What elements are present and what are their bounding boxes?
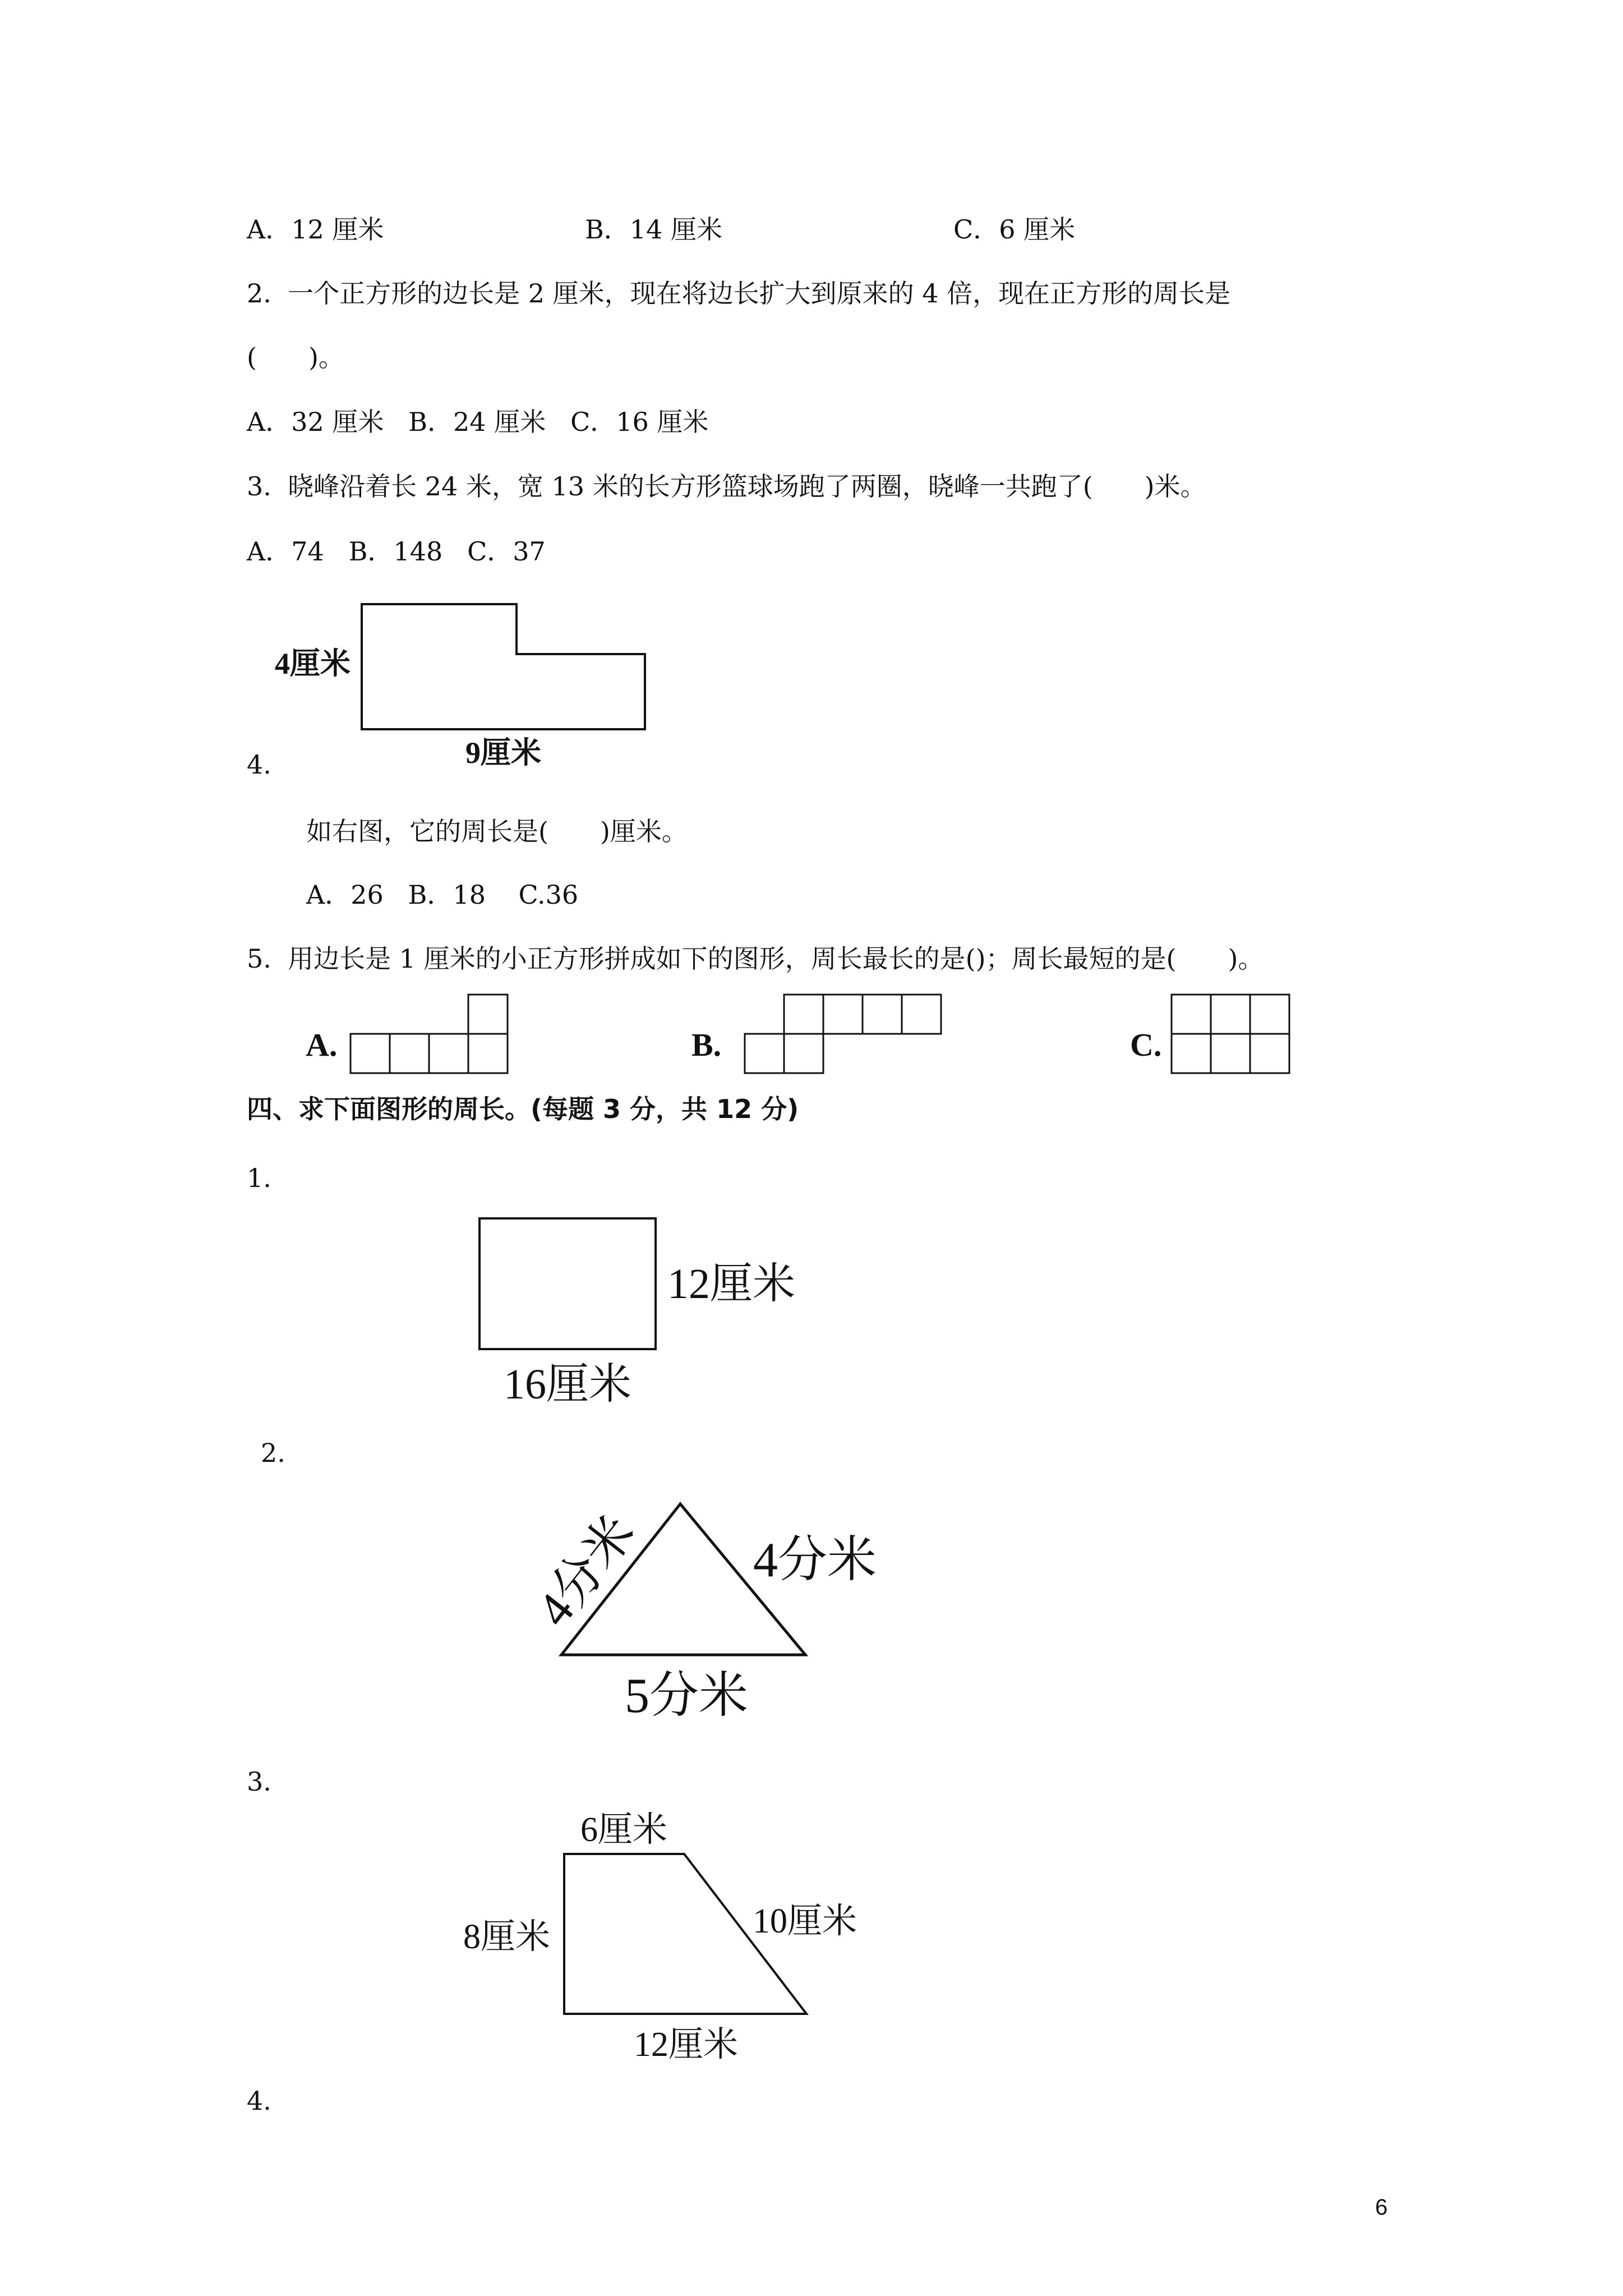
q2-blank: ( )。 (247, 342, 344, 372)
p4-number: 4. (247, 2086, 271, 2116)
page-number: 6 (1375, 2195, 1388, 2220)
q1-option-a: A．12 厘米 (247, 214, 384, 245)
q5-shape-b (745, 995, 941, 1073)
p2-left-label: 4分米 (527, 1506, 646, 1637)
p3-slant-label: 10厘米 (753, 1902, 857, 1940)
q5-label-b: B. (691, 1027, 722, 1063)
q4-width-label: 9厘米 (465, 736, 541, 770)
p1-side-label: 12厘米 (667, 1260, 795, 1308)
p3-bottom-label: 12厘米 (634, 2026, 739, 2064)
section-title: 四、求下面图形的周长。(每题 3 分，共 12 分) (247, 1094, 799, 1124)
p2-number: 2. (261, 1438, 285, 1468)
q5-shape-c (1172, 995, 1289, 1073)
p2-figure (527, 1504, 877, 1723)
q4-figure (275, 604, 645, 770)
q1-option-c: C．6 厘米 (953, 214, 1076, 245)
q2-stem: 2. 一个正方形的边长是 2 厘米，现在将边长扩大到原来的 4 倍，现在正方形的周长是 (247, 278, 1231, 309)
q4-stem: 如右图，它的周长是( )厘米。 (306, 816, 688, 846)
q5-label-c: C. (1130, 1027, 1162, 1063)
p1-figure (479, 1218, 795, 1408)
q2-options: A．32 厘米 B．24 厘米 C．16 厘米 (247, 407, 709, 437)
p1-bottom-label: 16厘米 (504, 1361, 631, 1408)
q3-stem: 3. 晓峰沿着长 24 米，宽 13 米的长方形篮球场跑了两圈，晓峰一共跑了( )米。 (247, 471, 1206, 501)
p3-top-label: 6厘米 (580, 1811, 668, 1849)
q5-shape-a (351, 995, 508, 1073)
q4-options: A．26 B．18 C.36 (306, 880, 579, 910)
p1-number: 1. (247, 1163, 271, 1193)
q4-number: 4. (247, 749, 271, 780)
q5-label-a: A. (306, 1027, 338, 1063)
q3-options: A．74 B．148 C．37 (247, 536, 546, 567)
p2-right-label: 4分米 (753, 1533, 877, 1588)
q4-height-label: 4厘米 (275, 647, 351, 680)
p2-bottom-label: 5分米 (625, 1669, 749, 1723)
q5-figures (306, 995, 1289, 1073)
q1-option-b: B．14 厘米 (585, 214, 722, 245)
p3-number: 3. (247, 1766, 271, 1797)
p3-left-label: 8厘米 (463, 1918, 551, 1956)
q5-stem: 5. 用边长是 1 厘米的小正方形拼成如下的图形，周长最长的是()；周长最短的是( )。 (247, 944, 1264, 974)
p3-figure (463, 1811, 857, 2064)
